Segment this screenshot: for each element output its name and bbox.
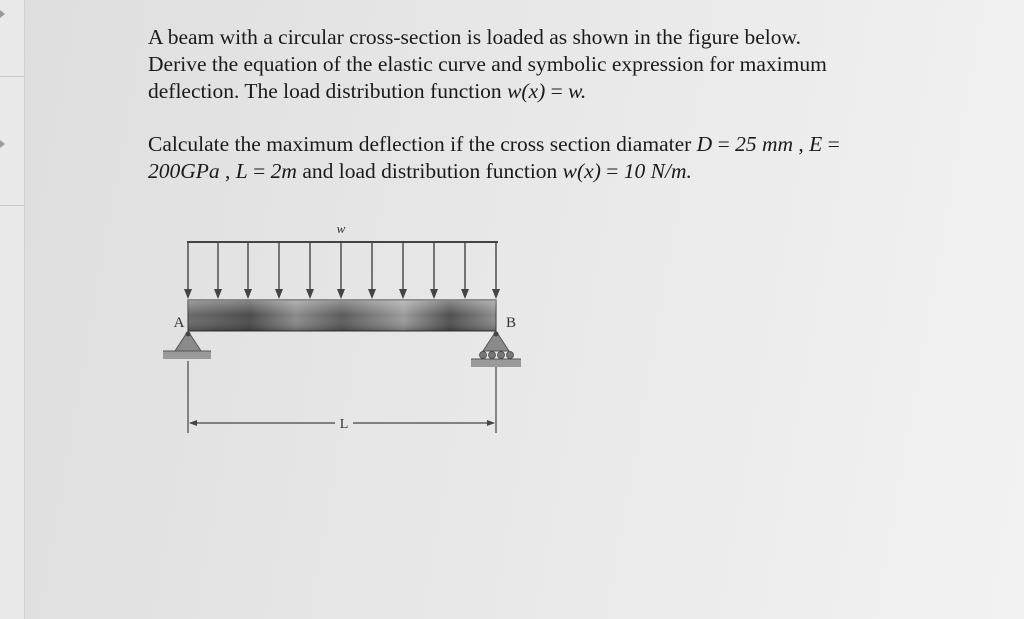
problem-statement (148, 24, 928, 185)
support-a-label: A (173, 315, 185, 331)
text-run: = (545, 79, 569, 103)
math-e: E (809, 132, 823, 156)
problem-paragraph-2 (148, 131, 928, 185)
math-wx: w(x) (562, 159, 601, 183)
text-run: deflection. The load distribution function (148, 79, 508, 103)
left-margin-strip (0, 0, 25, 619)
distributed-load (184, 242, 500, 299)
text-line: Derive the equation of the elastic curve and symbolic expression for maximum (148, 52, 827, 76)
text-run: = (247, 159, 271, 183)
math-l-value: 2m (270, 159, 297, 183)
math-l: L (235, 159, 248, 183)
expand-arrow-icon (0, 140, 5, 148)
load-arrows (184, 242, 500, 299)
text-run: , (219, 159, 236, 183)
strip-divider (0, 205, 24, 206)
text-run: Calculate the maximum deflection if the cross section diamater (148, 132, 697, 156)
text-run: and load distribution function (296, 159, 563, 183)
text-line: A beam with a circular cross-section is loaded as shown in the figure below. (148, 25, 801, 49)
span-label: L (339, 417, 349, 432)
text-run: = (600, 159, 624, 183)
pin-support-a (163, 331, 211, 359)
roller-support-b (471, 331, 521, 367)
text-run: = (822, 132, 840, 156)
collapse-arrow-icon (0, 10, 5, 18)
math-d: D (696, 132, 713, 156)
load-label: w (336, 221, 346, 236)
math-e-value: 200GPa (148, 159, 220, 183)
strip-divider (0, 76, 24, 77)
math-w-value: 10 N/m. (623, 159, 692, 183)
problem-paragraph-1 (148, 24, 928, 105)
support-b-label: B (505, 315, 517, 331)
beam (188, 300, 496, 331)
math-wx: w(x) (507, 79, 546, 103)
beam-diagram (155, 215, 535, 445)
math-d-value: 25 mm (735, 132, 794, 156)
beam-figure (155, 215, 535, 445)
text-run: , (793, 132, 810, 156)
math-w: w. (568, 79, 587, 103)
text-run: = (712, 132, 736, 156)
